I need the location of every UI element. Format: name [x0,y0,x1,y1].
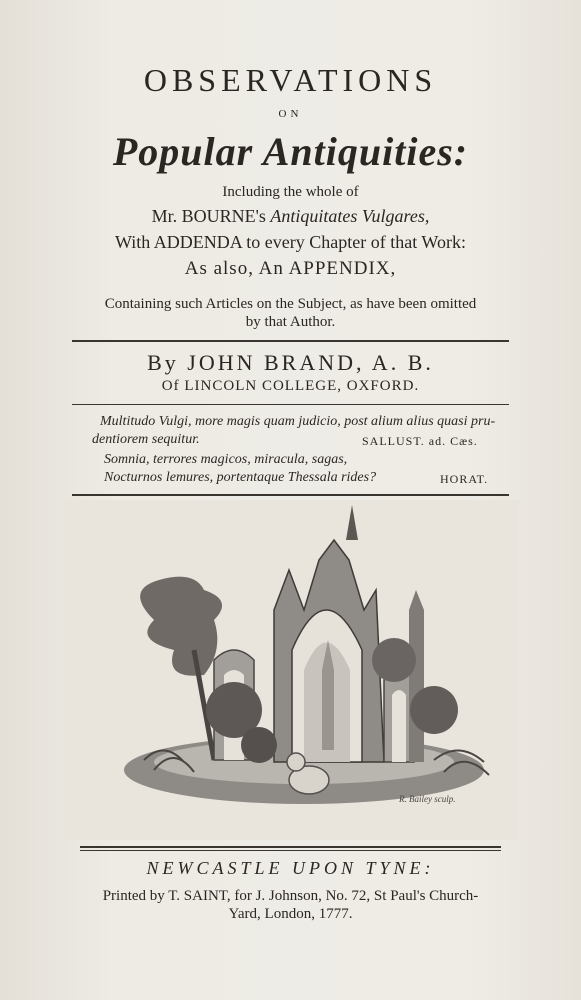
bourne-blackletter: Antiquitates Vulgares, [270,206,430,226]
rule-bottom-1 [80,846,501,848]
printer-line: Printed by T. SAINT, for J. Johnson, No. 72, St Paul's Church- [102,888,479,904]
containing-line: Containing such Articles on the Subject, as have been omitted [104,296,477,312]
appendix-line: As also, An APPENDIX, [184,258,397,279]
bourne-pre: Mr. BOURNE's [151,206,266,226]
quote1-line-a: Multitudo Vulgi, more magis quam judicio, post alium alius quasi pru- [100,414,496,429]
ruin-engraving [64,500,519,840]
quote2-line-b: Nocturnos lemures, portentaque Thessala rides? [104,470,377,485]
author-byline: By JOHN BRAND, A. B. [147,350,434,375]
quote2-attribution: HORAT. [440,472,489,486]
rule-lower [72,494,509,496]
place-line: NEWCASTLE UPON TYNE: [146,858,435,878]
imprint-date-line: Yard, London, 1777. [228,906,353,922]
title-popular-antiquities: Popular Antiquities: [112,129,469,174]
quote2-line-a: Somnia, terrores magicos, miracula, sagas, [104,452,348,467]
title-on: ON [278,108,303,120]
by-author-line: by that Author. [245,314,336,330]
rule-mid [72,404,509,405]
title-observations: OBSERVATIONS [143,62,438,98]
addenda-line: With ADDENDA to every Chapter of that Work: [115,232,466,252]
bourne-line [0,206,581,227]
engraver-signature: R. Bailey sculp. [399,794,456,804]
quote1-line-b: dentiorem sequitur. [92,432,200,447]
quote1-attribution: SALLUST. ad. Cæs. [362,434,478,448]
college-line: Of LINCOLN COLLEGE, OXFORD. [161,378,420,394]
including-line: Including the whole of [222,184,359,200]
rule-bottom-2 [80,850,501,851]
rule-top [72,340,509,342]
